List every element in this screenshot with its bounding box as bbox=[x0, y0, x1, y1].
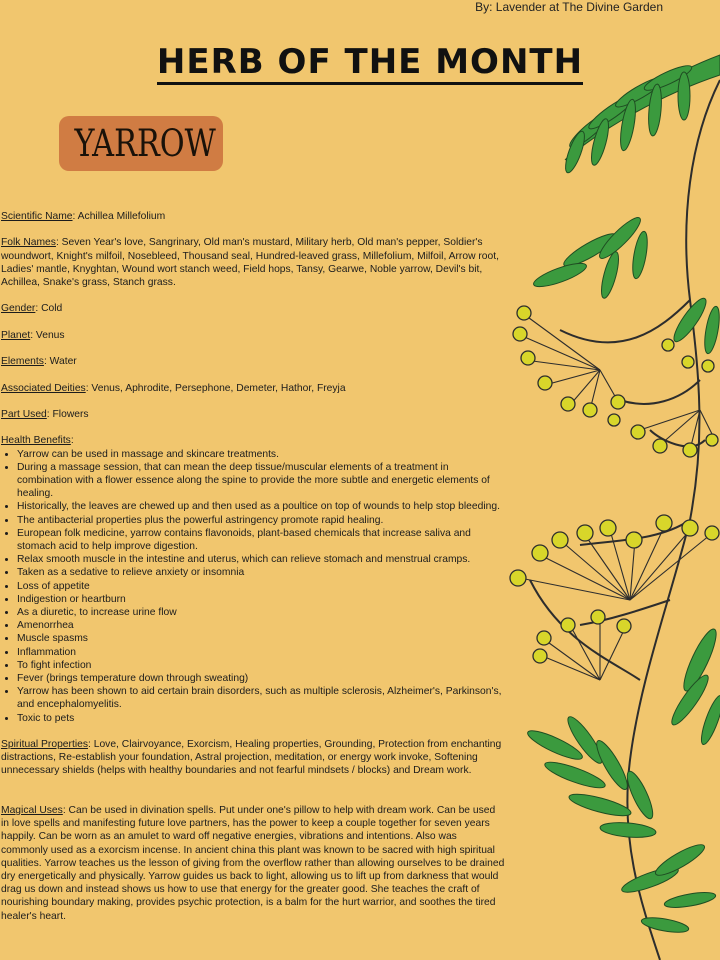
magical-uses bbox=[1, 804, 506, 923]
fact-value: : Venus, Aphrodite, Persephone, Demeter, Hathor, Freyja bbox=[85, 382, 346, 394]
fact-gender bbox=[1, 302, 506, 315]
fact-value: : Cold bbox=[35, 303, 63, 315]
fact-value: : Water bbox=[43, 356, 77, 368]
list-item: • Toxic to pets bbox=[17, 712, 506, 725]
health-benefits-colon: : bbox=[70, 435, 74, 447]
fact-label: Elements bbox=[1, 356, 44, 368]
health-benefits-label: Health Benefits bbox=[1, 435, 71, 447]
list-item: • Taken as a sedative to relieve anxiety or insomnia bbox=[17, 566, 506, 579]
magical-uses-text: : Can be used in divination spells. Put under one's pillow to help with dream work. Can be used in love spells and manifesting future love partners, has the power to keep a couple together for seven years happily. Can be worn as an amulet to ward off negative energies, vibrations and intentions. Also was commonly used as a exorcism incense. In ancient china this plant was known to be sacred with high spiritual qualities. Yarrow teaches us the lesson of giving from the overflow rather than allowing ourselves to be drained dry energetically and physically. Yarrow guides us back to light, allowing us to lift up from darkness that would drag us down and instead shows us how to use that energy for the greater good. She teaches the craft of nourishing boundary making, provides psychic protection, is a balm for the hurt warrior, and soothes the tired healer's heart. bbox=[1, 804, 505, 922]
list-item: • Yarrow has been shown to aid certain brain disorders, such as multiple sclerosis, Alzheimer's, Parkinson's, and encephalomyelitis. bbox=[17, 685, 506, 711]
list-item: • During a massage session, that can mean the deep tissue/muscular elements of a treatment in combination with a flower essence along the spine to provide the more subtle and energetic elements of healing. bbox=[17, 461, 506, 501]
fact-value: : Seven Year's love, Sangrinary, Old man's mustard, Military herb, Old man's pepper, Soldier's woundwort, Knight's milfoil, Nosebleed, Thousand seal, Hundred-leaved grass, Millefolium, Milfoil, Arrow root, Ladies' mantle, Knyghtan, Wound wort stanch weed, Field hops, Tansy, Gearwe, Noble yarrow, Devil's bit, Achillea, Snake's grass, Stanch grass. bbox=[1, 237, 499, 288]
fact-elements bbox=[1, 355, 506, 368]
list-item: • Muscle spasms bbox=[17, 632, 506, 645]
fact-value: : Achillea Millefolium bbox=[72, 211, 166, 222]
list-item: • Fever (brings temperature down through sweating) bbox=[17, 672, 506, 685]
fact-label: Folk Names bbox=[1, 237, 56, 249]
list-item: • To fight infection bbox=[17, 659, 506, 672]
fact-label: Associated Deities bbox=[1, 382, 86, 394]
spiritual-properties bbox=[1, 738, 506, 778]
spiritual-properties-text: : Love, Clairvoyance, Exorcism, Healing properties, Grounding, Protection from enchanting distractions, Re-establish your foundation, Astral projection, meditation, or energy work invoke, Softening unnecessary shields (helps with healthy boundaries and not fearful mindsets / blocks) and Dream work. bbox=[1, 739, 502, 777]
fact-part-used bbox=[1, 408, 506, 421]
page-title-text: HERB OF THE MONTH bbox=[157, 42, 583, 85]
fact-label: Part Used bbox=[1, 408, 47, 420]
section-spacer bbox=[1, 791, 506, 804]
fact-planet bbox=[1, 329, 506, 342]
fact-label: Gender bbox=[1, 303, 36, 315]
herb-name: YARROW bbox=[74, 122, 216, 165]
herb-name-badge bbox=[59, 116, 223, 171]
list-item: • As a diuretic, to increase urine flow bbox=[17, 606, 506, 619]
author-byline: By: Lavender at The Divine Garden bbox=[475, 0, 663, 14]
list-item: • Yarrow can be used in massage and skincare treatments. bbox=[17, 448, 506, 461]
fact-label: Scientific Name bbox=[1, 211, 73, 222]
health-benefits-heading bbox=[1, 434, 506, 447]
list-item: • Indigestion or heartburn bbox=[17, 593, 506, 606]
spiritual-properties-label: Spiritual Properties bbox=[1, 739, 88, 750]
fact-deities bbox=[1, 382, 506, 395]
list-item: • Amenorrhea bbox=[17, 619, 506, 632]
fact-value: : Flowers bbox=[46, 408, 89, 420]
list-item: • European folk medicine, yarrow contains flavonoids, plant-based chemicals that increase saliva and stomach acid to help improve digestion. bbox=[17, 527, 506, 553]
list-item: • Loss of appetite bbox=[17, 580, 506, 593]
fact-folk-names bbox=[1, 236, 506, 289]
health-benefits-list bbox=[1, 448, 506, 725]
fact-scientific-name bbox=[1, 210, 506, 223]
page-title bbox=[0, 42, 720, 82]
list-item: • The antibacterial properties plus the powerful astringency promote rapid healing. bbox=[17, 514, 506, 527]
list-item: • Relax smooth muscle in the intestine and uterus, which can relieve stomach and menstrual cramps. bbox=[17, 553, 506, 566]
list-item: • Historically, the leaves are chewed up and then used as a poultice on top of wounds to help stop bleeding. bbox=[17, 500, 506, 513]
fact-label: Planet bbox=[1, 329, 31, 341]
fact-value: : Venus bbox=[30, 329, 65, 341]
herb-details bbox=[1, 210, 506, 936]
list-item: • Inflammation bbox=[17, 646, 506, 659]
magical-uses-label: Magical Uses bbox=[1, 804, 63, 816]
